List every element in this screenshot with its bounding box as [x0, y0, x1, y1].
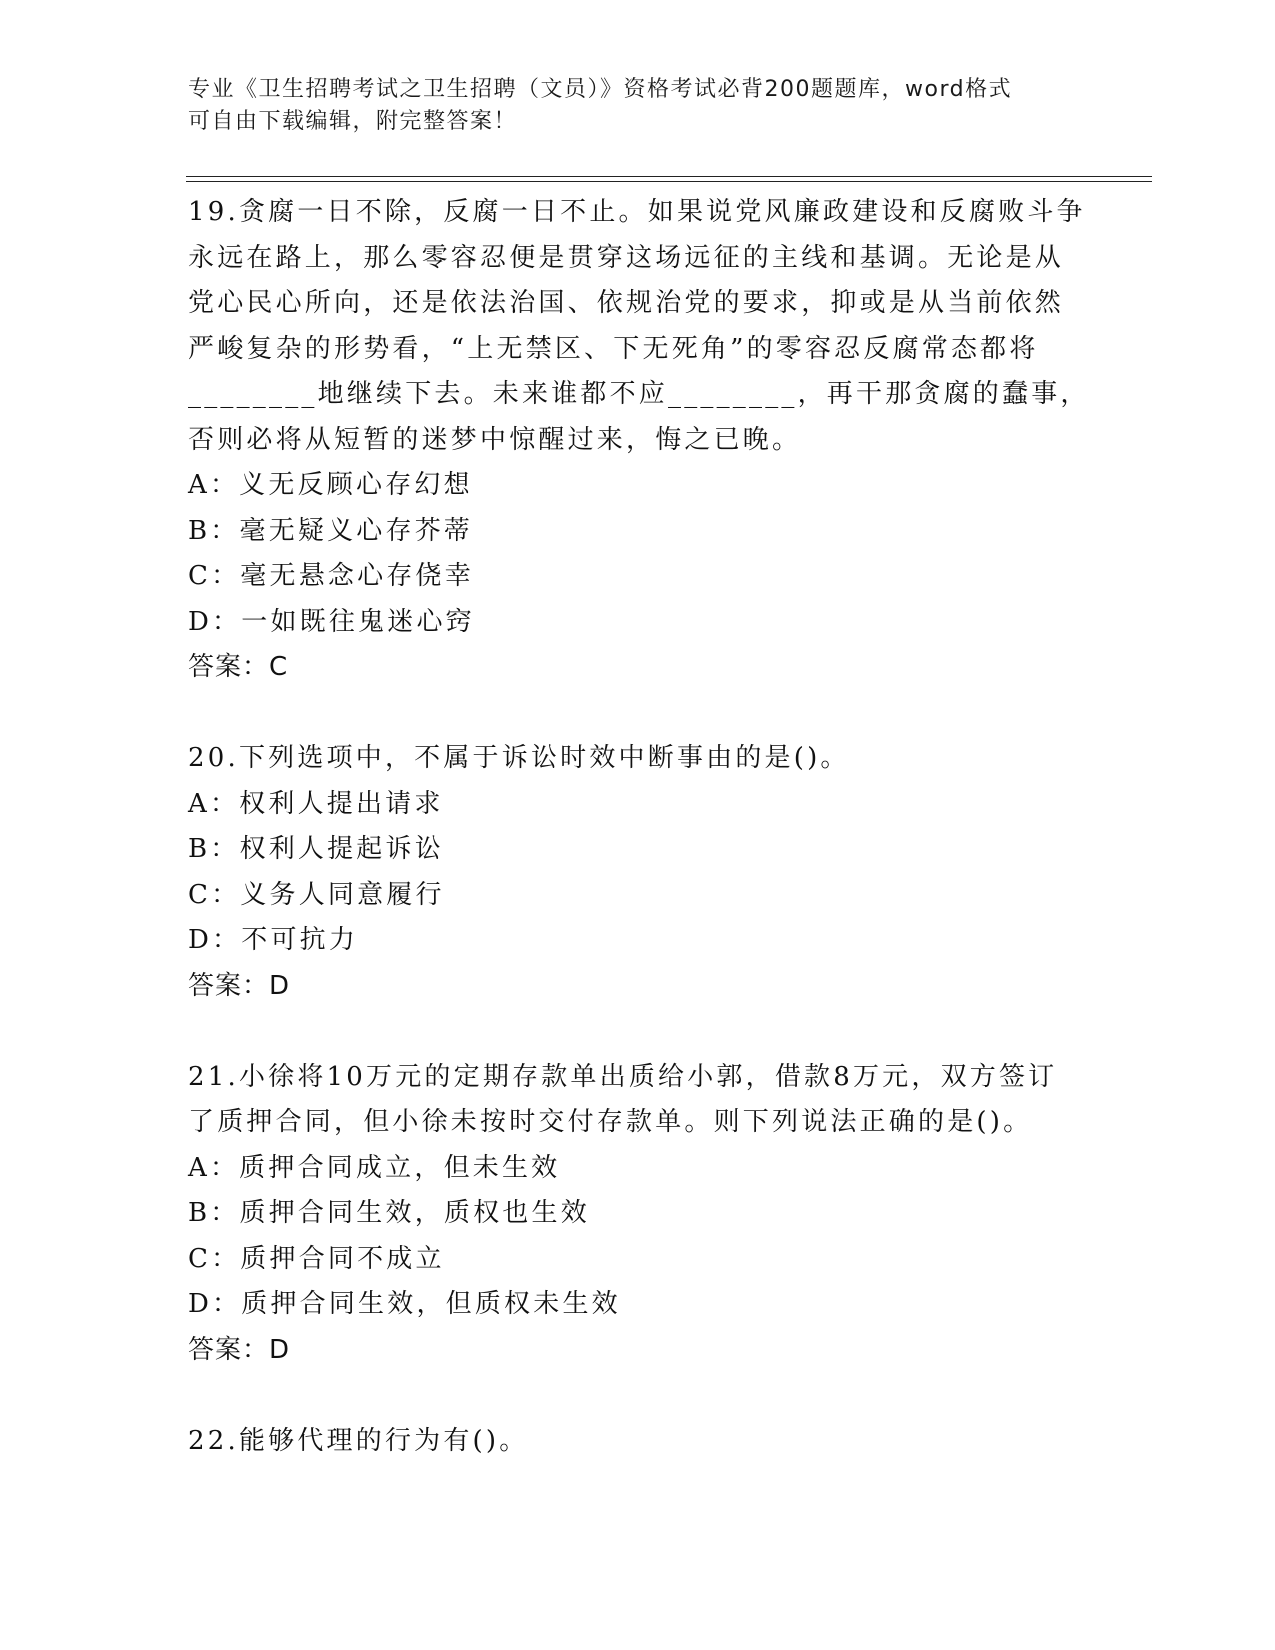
- question-text-line: 否则必将从短暂的迷梦中惊醒过来，悔之已晚。: [188, 424, 802, 455]
- question-block: [188, 1419, 1088, 1465]
- question-block: [188, 736, 1088, 1009]
- option-c: C：质押合同不成立: [188, 1243, 445, 1274]
- question-text-line: 了质押合同，但小徐未按时交付存款单。则下列说法正确的是()。: [188, 1107, 1033, 1137]
- question-block: [188, 1055, 1088, 1374]
- option-d: D：不可抗力: [188, 925, 359, 955]
- option-a: A：质押合同成立，但未生效: [188, 1152, 561, 1183]
- header-divider-top: [186, 176, 1152, 177]
- document-header: [188, 74, 1068, 138]
- option-c: C：义务人同意履行: [188, 879, 445, 910]
- question-text-line: 严峻复杂的形势看，“上无禁区、下无死角”的零容忍反腐常态都将: [188, 333, 1039, 364]
- question-text-line: 21.小徐将10万元的定期存款单出质给小郭，借款8万元，双方签订: [188, 1061, 1058, 1092]
- answer-line: 答案：D: [188, 970, 291, 1001]
- question-text-line: 永远在路上，那么零容忍便是贯穿这场远征的主线和基调。无论是从: [188, 242, 1065, 273]
- spacer: [188, 691, 1088, 737]
- answer-line: 答案：D: [188, 1334, 291, 1365]
- option-c: C：毫无悬念心存侥幸: [188, 561, 474, 591]
- header-line-1: 专业《卫生招聘考试之卫生招聘（文员）》资格考试必背200题题库，word格式: [188, 77, 1013, 102]
- header-divider-bottom: [186, 181, 1152, 182]
- question-block: [188, 190, 1088, 691]
- option-d: D：一如既往鬼迷心窍: [188, 606, 475, 637]
- question-text-line: 22.能够代理的行为有()。: [188, 1425, 529, 1456]
- answer-line: 答案：C: [188, 652, 289, 682]
- header-line-2: 可自由下载编辑，附完整答案！: [188, 109, 518, 134]
- option-d: D：质押合同生效，但质权未生效: [188, 1289, 621, 1319]
- question-text-line: 20.下列选项中，不属于诉讼时效中断事由的是()。: [188, 743, 850, 773]
- option-a: A：义无反顾心存幻想: [188, 470, 473, 500]
- question-text-line: 党心民心所向，还是依法治国、依规治党的要求，抑或是从当前依然: [188, 288, 1065, 318]
- option-b: B：毫无疑义心存芥蒂: [188, 515, 474, 546]
- spacer: [188, 1373, 1088, 1419]
- spacer: [188, 1009, 1088, 1055]
- option-b: B：质押合同生效，质权也生效: [188, 1198, 590, 1228]
- question-list: [188, 190, 1088, 1464]
- option-a: A：权利人提出请求: [188, 788, 444, 819]
- question-text-line: ________地继续下去。未来谁都不应________，再干那贪腐的蠢事，: [188, 379, 1090, 409]
- option-b: B：权利人提起诉讼: [188, 834, 444, 864]
- question-text-line: 19.贪腐一日不除，反腐一日不止。如果说党风廉政建设和反腐败斗争: [188, 197, 1086, 227]
